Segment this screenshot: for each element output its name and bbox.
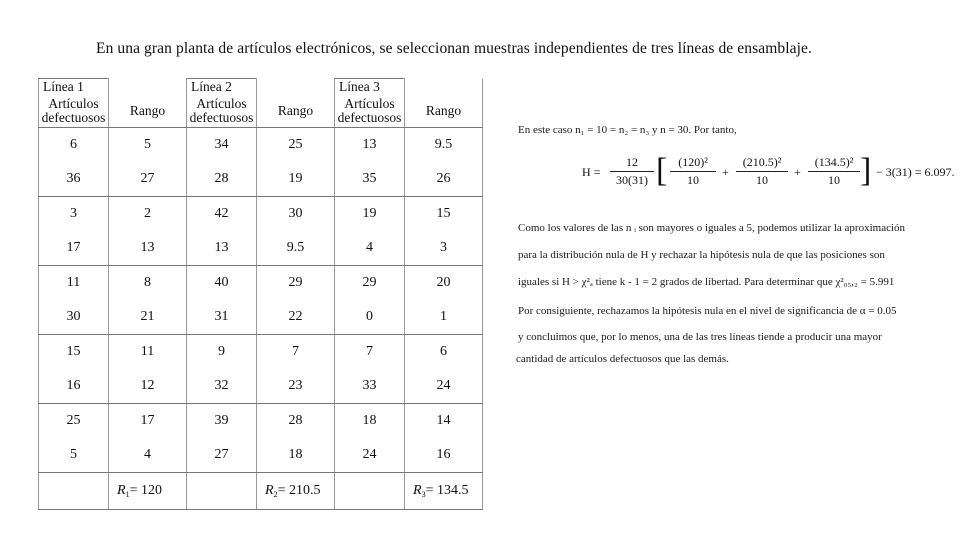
plus-sign: + bbox=[722, 165, 729, 179]
table-row bbox=[39, 369, 483, 404]
line-label: Línea 3 bbox=[335, 79, 405, 96]
col-header-rank: Rango bbox=[405, 95, 483, 128]
rank-sum-spacer bbox=[335, 473, 405, 510]
defects-cell: 17 bbox=[39, 231, 109, 266]
formula-lhs: H = bbox=[582, 165, 601, 179]
defects-cell: 30 bbox=[39, 300, 109, 335]
rank-cell: 24 bbox=[405, 369, 483, 404]
left-bracket: [ bbox=[656, 152, 668, 189]
defects-cell: 40 bbox=[187, 266, 257, 301]
formula-coefficient bbox=[610, 155, 654, 188]
col-header-articles: Artículos defectuosos bbox=[187, 95, 257, 128]
coef-numerator: 12 bbox=[610, 155, 654, 172]
line-header-row bbox=[39, 79, 483, 96]
rank-sum-spacer bbox=[187, 473, 257, 510]
term1-denominator: 10 bbox=[687, 173, 699, 187]
formula-term-2 bbox=[736, 155, 788, 188]
line-label-spacer bbox=[109, 79, 187, 96]
rank-cell: 22 bbox=[257, 300, 335, 335]
coef-denominator: 30(31) bbox=[616, 173, 648, 187]
rank-cell: 21 bbox=[109, 300, 187, 335]
rank-sum-subscript: 2 bbox=[273, 490, 278, 499]
rank-cell: 4 bbox=[109, 438, 187, 473]
defects-cell: 32 bbox=[187, 369, 257, 404]
rank-cell: 7 bbox=[257, 335, 335, 370]
defects-rank-table bbox=[38, 78, 483, 510]
rank-cell: 8 bbox=[109, 266, 187, 301]
rank-cell: 15 bbox=[405, 197, 483, 232]
defects-cell: 19 bbox=[335, 197, 405, 232]
defects-cell: 3 bbox=[39, 197, 109, 232]
defects-cell: 16 bbox=[39, 369, 109, 404]
term1-numerator: (120)² bbox=[670, 155, 716, 172]
rank-cell: 17 bbox=[109, 404, 187, 439]
col-header-rank: Rango bbox=[109, 95, 187, 128]
defects-cell: 0 bbox=[335, 300, 405, 335]
table-row bbox=[39, 404, 483, 439]
rank-cell: 1 bbox=[405, 300, 483, 335]
line-label-spacer bbox=[257, 79, 335, 96]
rank-cell: 26 bbox=[405, 162, 483, 197]
rank-cell: 20 bbox=[405, 266, 483, 301]
paragraph-line: Como los valores de las n ᵢ son mayores o iguales a 5, podemos utilizar la aproximación bbox=[518, 222, 906, 234]
line-label: Línea 2 bbox=[187, 79, 257, 96]
rank-sum-spacer bbox=[39, 473, 109, 510]
rank-cell: 12 bbox=[109, 369, 187, 404]
defects-cell: 42 bbox=[187, 197, 257, 232]
paragraph-line: iguales si H > χ²ₐ tiene k - 1 = 2 grados de libertad. Para determinar que χ²₀₅,₂ = 5.991 bbox=[518, 276, 895, 288]
rank-sum-cell bbox=[405, 473, 483, 510]
table-row bbox=[39, 300, 483, 335]
defects-cell: 11 bbox=[39, 266, 109, 301]
term2-numerator: (210.5)² bbox=[736, 155, 788, 172]
defects-cell: 33 bbox=[335, 369, 405, 404]
defects-cell: 25 bbox=[39, 404, 109, 439]
defects-cell: 29 bbox=[335, 266, 405, 301]
defects-cell: 31 bbox=[187, 300, 257, 335]
rank-cell: 13 bbox=[109, 231, 187, 266]
page-heading: En una gran planta de artículos electrónicos, se seleccionan muestras independientes de tres líneas de ensamblaje. bbox=[96, 40, 812, 57]
case-statement: En este caso n₁ = 10 = n₂ = n₃ y n = 30. Por tanto, bbox=[518, 124, 737, 136]
rank-cell: 3 bbox=[405, 231, 483, 266]
defects-cell: 24 bbox=[335, 438, 405, 473]
defects-cell: 9 bbox=[187, 335, 257, 370]
col-header-rank: Rango bbox=[257, 95, 335, 128]
defects-cell: 34 bbox=[187, 128, 257, 163]
term3-denominator: 10 bbox=[828, 173, 840, 187]
defects-cell: 18 bbox=[335, 404, 405, 439]
rank-cell: 29 bbox=[257, 266, 335, 301]
defects-cell: 13 bbox=[187, 231, 257, 266]
rank-sum-value: = 134.5 bbox=[425, 483, 469, 498]
rank-cell: 23 bbox=[257, 369, 335, 404]
rank-sum-cell bbox=[109, 473, 187, 510]
defects-cell: 5 bbox=[39, 438, 109, 473]
rank-sum-value: = 120 bbox=[129, 483, 162, 498]
rank-sum-symbol: R bbox=[265, 483, 274, 498]
paragraph-line: para la distribución nula de H y rechazar la hipótesis nula de que las posiciones son bbox=[518, 249, 885, 261]
rank-cell: 27 bbox=[109, 162, 187, 197]
rank-sum-subscript: 1 bbox=[125, 490, 130, 499]
rank-sum-row bbox=[39, 473, 483, 510]
formula-result: − 3(31) = 6.097. bbox=[876, 165, 955, 179]
rank-sum-cell bbox=[257, 473, 335, 510]
rank-cell: 19 bbox=[257, 162, 335, 197]
defects-cell: 4 bbox=[335, 231, 405, 266]
table-row bbox=[39, 335, 483, 370]
table-row bbox=[39, 266, 483, 301]
table-row bbox=[39, 231, 483, 266]
defects-cell: 6 bbox=[39, 128, 109, 163]
table-row bbox=[39, 162, 483, 197]
formula-term-3 bbox=[808, 155, 860, 188]
defects-cell: 13 bbox=[335, 128, 405, 163]
term3-numerator: (134.5)² bbox=[808, 155, 860, 172]
rank-cell: 9.5 bbox=[405, 128, 483, 163]
rank-sum-symbol: R bbox=[413, 483, 422, 498]
right-bracket: ] bbox=[860, 152, 872, 189]
rank-cell: 5 bbox=[109, 128, 187, 163]
rank-cell: 25 bbox=[257, 128, 335, 163]
table-row bbox=[39, 128, 483, 163]
column-header-row bbox=[39, 95, 483, 128]
table-row bbox=[39, 438, 483, 473]
defects-cell: 39 bbox=[187, 404, 257, 439]
defects-cell: 27 bbox=[187, 438, 257, 473]
col-header-articles: Artículos defectuosos bbox=[335, 95, 405, 128]
rank-sum-subscript: 3 bbox=[421, 490, 426, 499]
rank-cell: 6 bbox=[405, 335, 483, 370]
defects-cell: 28 bbox=[187, 162, 257, 197]
line-label: Línea 1 bbox=[39, 79, 109, 96]
rank-sum-value: = 210.5 bbox=[277, 483, 321, 498]
rank-sum-symbol: R bbox=[117, 483, 126, 498]
table-row bbox=[39, 197, 483, 232]
rank-cell: 11 bbox=[109, 335, 187, 370]
rank-cell: 9.5 bbox=[257, 231, 335, 266]
defects-cell: 15 bbox=[39, 335, 109, 370]
rank-cell: 14 bbox=[405, 404, 483, 439]
defects-cell: 35 bbox=[335, 162, 405, 197]
rank-cell: 30 bbox=[257, 197, 335, 232]
defects-cell: 36 bbox=[39, 162, 109, 197]
rank-cell: 18 bbox=[257, 438, 335, 473]
paragraph-line: cantidad de artículos defectuosos que las demás. bbox=[516, 353, 729, 365]
rank-cell: 2 bbox=[109, 197, 187, 232]
col-header-articles: Artículos defectuosos bbox=[39, 95, 109, 128]
defects-cell: 7 bbox=[335, 335, 405, 370]
term2-denominator: 10 bbox=[756, 173, 768, 187]
formula-term-1 bbox=[670, 155, 716, 188]
paragraph-line: y concluimos que, por lo menos, una de las tres líneas tiende a producir una mayor bbox=[518, 331, 882, 343]
rank-cell: 28 bbox=[257, 404, 335, 439]
paragraph-line: Por consiguiente, rechazamos la hipótesis nula en el nivel de significancia de α = 0.05 bbox=[518, 305, 897, 317]
line-label-spacer bbox=[405, 79, 483, 96]
plus-sign: + bbox=[794, 165, 801, 179]
rank-cell: 16 bbox=[405, 438, 483, 473]
